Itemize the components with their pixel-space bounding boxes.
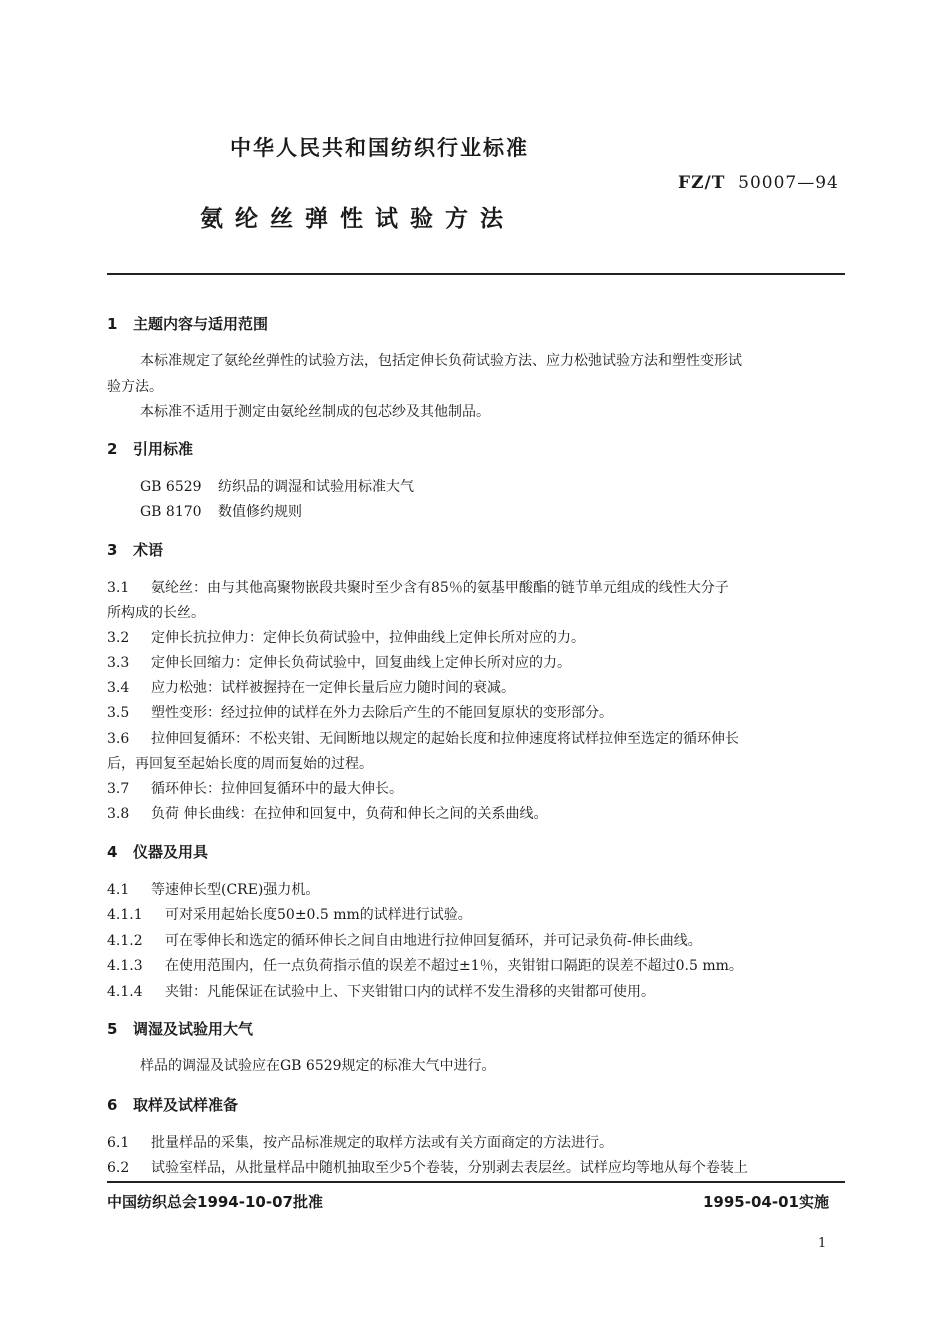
term-item bbox=[107, 728, 739, 748]
section-number: 4 bbox=[107, 843, 118, 861]
item-number: 3.6 bbox=[107, 731, 130, 747]
section-title: 术语 bbox=[133, 541, 164, 559]
standard-code bbox=[678, 173, 839, 193]
term-item bbox=[107, 677, 515, 697]
section-title: 主题内容与适用范围 bbox=[133, 315, 269, 333]
document-title: 氨纶丝弹性试验方法 bbox=[200, 206, 515, 232]
approval-date: 中国纺织总会1994-10-07批准 bbox=[107, 1193, 323, 1211]
item-number: 3.3 bbox=[107, 655, 130, 671]
item-text: 循环伸长：拉伸回复循环中的最大伸长。 bbox=[151, 781, 403, 797]
item-text: 夹钳：凡能保证在试验中上、下夹钳钳口内的试样不发生滑移的夹钳都可使用。 bbox=[165, 984, 655, 1000]
item-number: 4.1 bbox=[107, 882, 130, 898]
item-text: 应力松弛：试样被握持在一定伸长量后应力随时间的衰减。 bbox=[151, 680, 515, 696]
term-item-continuation: 后，再回复至起始长度的周而复始的过程。 bbox=[107, 756, 373, 772]
term-item bbox=[107, 803, 547, 823]
page-number: 1 bbox=[818, 1236, 827, 1251]
instrument-item bbox=[107, 930, 702, 950]
term-item bbox=[107, 652, 571, 672]
reference-item bbox=[140, 501, 302, 521]
item-text: 塑性变形：经过拉伸的试样在外力去除后产生的不能回复原状的变形部分。 bbox=[151, 705, 613, 721]
item-number: 6.2 bbox=[107, 1160, 130, 1176]
effective-date: 1995-04-01实施 bbox=[703, 1193, 829, 1211]
section-number: 3 bbox=[107, 541, 118, 559]
section-4-heading bbox=[107, 841, 208, 862]
item-number: 4.1.4 bbox=[107, 984, 143, 1000]
section-3-heading bbox=[107, 539, 163, 560]
section-title: 调湿及试验用大气 bbox=[133, 1020, 254, 1038]
section-1-paragraph-1-line-1: 本标准规定了氨纶丝弹性的试验方法，包括定伸长负荷试验方法、应力松弛试验方法和塑性变形试 bbox=[140, 353, 742, 369]
item-text: 拉伸回复循环：不松夹钳、无间断地以规定的起始长度和拉伸速度将试样拉伸至选定的循环伸长 bbox=[151, 731, 739, 747]
instrument-item bbox=[107, 981, 655, 1001]
reference-text: 纺织品的调湿和试验用标准大气 bbox=[218, 479, 414, 495]
item-text: 等速伸长型(CRE)强力机。 bbox=[151, 882, 320, 898]
term-item bbox=[107, 702, 613, 722]
reference-code: GB 8170 bbox=[140, 504, 202, 520]
item-number: 3.2 bbox=[107, 630, 130, 646]
standard-code-number: 50007—94 bbox=[738, 173, 839, 193]
item-text: 定伸长回缩力：定伸长负荷试验中，回复曲线上定伸长所对应的力。 bbox=[151, 655, 571, 671]
issuing-body-title: 中华人民共和国纺织行业标准 bbox=[230, 136, 529, 160]
sampling-item bbox=[107, 1157, 748, 1177]
section-2-heading bbox=[107, 438, 193, 459]
section-1-heading bbox=[107, 313, 268, 334]
item-text: 批量样品的采集，按产品标准规定的取样方法或有关方面商定的方法进行。 bbox=[151, 1135, 613, 1151]
section-6-heading bbox=[107, 1094, 238, 1115]
section-title: 取样及试样准备 bbox=[133, 1096, 239, 1114]
section-5-paragraph: 样品的调湿及试验应在GB 6529规定的标准大气中进行。 bbox=[140, 1058, 496, 1074]
item-number: 3.5 bbox=[107, 705, 130, 721]
standard-code-prefix: FZ/T bbox=[678, 173, 726, 193]
item-text: 可对采用起始长度50±0.5 mm的试样进行试验。 bbox=[165, 907, 472, 923]
footer-divider bbox=[107, 1181, 845, 1183]
item-text: 可在零伸长和选定的循环伸长之间自由地进行拉伸回复循环，并可记录负荷-伸长曲线。 bbox=[165, 933, 702, 949]
reference-text: 数值修约规则 bbox=[218, 504, 302, 520]
item-text: 负荷 伸长曲线：在拉伸和回复中，负荷和伸长之间的关系曲线。 bbox=[151, 806, 548, 822]
item-number: 3.4 bbox=[107, 680, 130, 696]
instrument-item bbox=[107, 955, 743, 975]
term-item-continuation: 所构成的长丝。 bbox=[107, 605, 205, 621]
header-divider bbox=[107, 273, 845, 275]
section-1-paragraph-2: 本标准不适用于测定由氨纶丝制成的包芯纱及其他制品。 bbox=[140, 404, 490, 420]
item-number: 4.1.2 bbox=[107, 933, 143, 949]
reference-code: GB 6529 bbox=[140, 479, 202, 495]
section-title: 仪器及用具 bbox=[133, 843, 209, 861]
section-1-paragraph-1-line-2: 验方法。 bbox=[107, 379, 163, 395]
section-number: 2 bbox=[107, 440, 118, 458]
item-number: 4.1.1 bbox=[107, 907, 143, 923]
section-number: 5 bbox=[107, 1020, 118, 1038]
term-item bbox=[107, 778, 403, 798]
item-text: 定伸长抗拉伸力：定伸长负荷试验中，拉伸曲线上定伸长所对应的力。 bbox=[151, 630, 585, 646]
section-number: 6 bbox=[107, 1096, 118, 1114]
item-number: 3.7 bbox=[107, 781, 130, 797]
section-number: 1 bbox=[107, 315, 118, 333]
item-number: 3.1 bbox=[107, 580, 130, 596]
item-number: 3.8 bbox=[107, 806, 130, 822]
reference-item bbox=[140, 476, 414, 496]
term-item bbox=[107, 627, 585, 647]
sampling-item bbox=[107, 1132, 613, 1152]
section-5-heading bbox=[107, 1018, 253, 1039]
term-item bbox=[107, 577, 729, 597]
item-text: 试验室样品，从批量样品中随机抽取至少5个卷装，分别剥去表层丝。试样应均等地从每个卷装上 bbox=[151, 1160, 748, 1176]
section-title: 引用标准 bbox=[133, 440, 194, 458]
instrument-item bbox=[107, 879, 319, 899]
item-number: 6.1 bbox=[107, 1135, 130, 1151]
instrument-item bbox=[107, 904, 472, 924]
item-text: 氨纶丝：由与其他高聚物嵌段共聚时至少含有85％的氨基甲酸酯的链节单元组成的线性大分子 bbox=[151, 580, 729, 596]
item-number: 4.1.3 bbox=[107, 958, 143, 974]
item-text: 在使用范围内，任一点负荷指示值的误差不超过±1％，夹钳钳口隔距的误差不超过0.5 mm。 bbox=[165, 958, 743, 974]
